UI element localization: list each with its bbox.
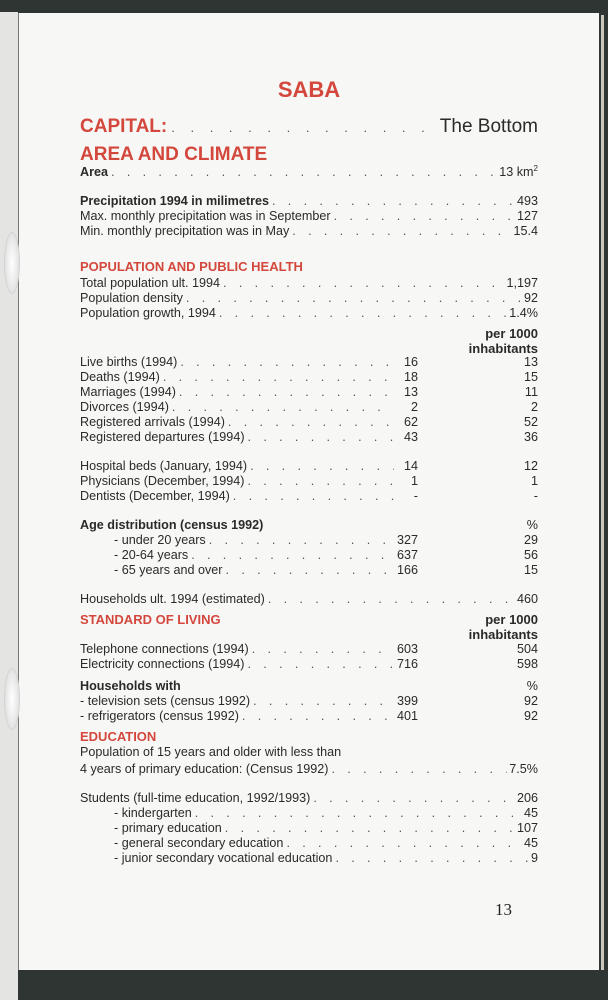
row-per1000: 2 <box>530 400 538 414</box>
living-per1000-header <box>469 612 538 642</box>
per1000-header-line2: inhabitants <box>468 627 538 642</box>
health-row-hospital-beds <box>80 459 538 474</box>
vital-row-departures <box>80 430 538 445</box>
binding-staple-bottom <box>4 668 20 730</box>
row-per1000: 504 <box>516 642 538 656</box>
leader-dots <box>289 224 511 239</box>
leader-dots <box>176 385 394 400</box>
leader-dots <box>183 291 522 306</box>
row-label: Registered arrivals (1994) <box>80 415 225 429</box>
area-label: Area <box>80 165 109 179</box>
row-per1000: 13 <box>523 355 538 369</box>
row-label: Deaths (1994) <box>80 370 160 384</box>
vital-row-arrivals <box>80 415 538 430</box>
row-value: 15.4 <box>513 224 538 238</box>
row-percent: 15 <box>523 563 538 577</box>
row-label: Hospital beds (January, 1994) <box>80 459 248 473</box>
age-row-20-64 <box>80 548 538 563</box>
section-heading-area-climate: AREA AND CLIMATE <box>80 144 268 165</box>
leader-dots <box>250 694 394 709</box>
vital-row-live-births <box>80 355 538 370</box>
row-label: - television sets (census 1992) <box>80 694 251 708</box>
row-count: 637 <box>396 548 418 562</box>
row-label: Live births (1994) <box>80 355 178 369</box>
percent-unit: % <box>526 679 538 693</box>
leader-dots <box>223 563 394 578</box>
leader-dots <box>245 430 394 445</box>
precipitation-row <box>80 194 538 209</box>
row-label: - kindergarten <box>114 806 192 820</box>
area-number: 13 km <box>499 165 534 179</box>
leader-dots <box>188 548 394 563</box>
row-label: - junior secondary vocational education <box>114 851 333 865</box>
vital-row-deaths <box>80 370 538 385</box>
row-value: 107 <box>516 821 538 835</box>
row-label: Dentists (December, 1994) <box>80 489 230 503</box>
min-precip-row <box>80 224 538 239</box>
leader-dots <box>225 415 394 430</box>
binding-staple-top <box>4 232 20 294</box>
previous-page-edge <box>0 12 18 1000</box>
households-row <box>80 592 538 607</box>
row-label: Marriages (1994) <box>80 385 176 399</box>
leader-dots <box>222 821 515 836</box>
students-row <box>80 791 538 806</box>
row-count: 62 <box>403 415 418 429</box>
precipitation-value: 493 <box>516 194 538 208</box>
telephone-row <box>80 642 538 657</box>
row-label: - refrigerators (census 1992) <box>80 709 239 723</box>
row-label: 4 years of primary education: (Census 1992) <box>80 762 329 776</box>
row-value: 9 <box>530 851 538 865</box>
leader-dots <box>332 851 529 866</box>
row-percent: 56 <box>523 548 538 562</box>
households-with-heading: Households with <box>80 679 181 693</box>
leader-dots <box>160 370 394 385</box>
row-count: 716 <box>396 657 418 671</box>
television-row <box>80 694 538 709</box>
row-count: 13 <box>403 385 418 399</box>
capital-value: The Bottom <box>439 116 538 137</box>
per1000-header-line1: per 1000 <box>485 612 538 627</box>
row-value: 460 <box>516 592 538 606</box>
percent-unit: % <box>526 518 538 532</box>
kindergarten-row <box>80 806 538 821</box>
primary-education-row <box>80 821 538 836</box>
general-secondary-row <box>80 836 538 851</box>
page-number: 13 <box>495 900 512 919</box>
population-density-row <box>80 291 538 306</box>
low-education-row <box>80 762 538 777</box>
row-count: 16 <box>403 355 418 369</box>
area-row <box>80 165 538 180</box>
electricity-row <box>80 657 538 672</box>
age-row-65-over <box>80 563 538 578</box>
leader-dots <box>331 209 515 224</box>
row-per1000: - <box>533 489 538 503</box>
age-row-under-20 <box>80 533 538 548</box>
row-value: 206 <box>516 791 538 805</box>
row-label: Electricity connections (1994) <box>80 657 245 671</box>
row-label: Max. monthly precipitation was in September <box>80 209 331 223</box>
row-label: Students (full-time education, 1992/1993) <box>80 791 311 805</box>
health-row-physicians <box>80 474 538 489</box>
row-value: 45 <box>523 806 538 820</box>
row-label: - 65 years and over <box>114 563 223 577</box>
age-distribution-heading-row <box>80 518 538 533</box>
row-value: 1,197 <box>506 276 538 290</box>
row-per1000: 598 <box>516 657 538 671</box>
leader-dots <box>239 709 394 724</box>
row-label: - 20-64 years <box>114 548 189 562</box>
row-label: Population growth, 1994 <box>80 306 216 320</box>
leader-dots <box>230 489 394 504</box>
row-percent: 92 <box>523 709 538 723</box>
row-count: 166 <box>396 563 418 577</box>
row-count: 603 <box>396 642 418 656</box>
row-value: 7.5% <box>509 762 538 776</box>
row-label: Physicians (December, 1994) <box>80 474 245 488</box>
leader-dots <box>206 533 394 548</box>
leader-dots <box>265 592 515 607</box>
vital-row-divorces <box>80 400 538 415</box>
row-count: - <box>413 489 418 503</box>
max-precip-row <box>80 209 538 224</box>
leader-dots <box>167 120 440 135</box>
area-unit-superscript: 2 <box>533 163 538 173</box>
row-per1000: 11 <box>524 385 538 399</box>
row-per1000: 12 <box>523 459 538 473</box>
row-value: 127 <box>516 209 538 223</box>
leader-dots <box>192 806 522 821</box>
age-distribution-heading: Age distribution (census 1992) <box>80 518 264 532</box>
row-count: 327 <box>396 533 418 547</box>
leader-dots <box>169 400 394 415</box>
row-label: - general secondary education <box>114 836 284 850</box>
row-count: 1 <box>410 474 418 488</box>
per1000-header-line1: per 1000 <box>485 326 538 341</box>
capital-label: CAPITAL: <box>80 116 168 137</box>
page-title: SABA <box>277 77 341 102</box>
row-count: 399 <box>396 694 418 708</box>
row-value: 1.4% <box>509 306 538 320</box>
leader-dots <box>269 194 515 209</box>
junior-vocational-row <box>80 851 538 866</box>
row-count: 401 <box>396 709 418 723</box>
page-edge-shadow <box>601 15 604 970</box>
area-value <box>497 165 538 180</box>
leader-dots <box>249 642 394 657</box>
row-value: 45 <box>523 836 538 850</box>
row-per1000: 52 <box>523 415 538 429</box>
row-per1000: 1 <box>530 474 538 488</box>
low-education-line1: Population of 15 years and older with less than <box>80 745 342 759</box>
section-heading-population: POPULATION AND PUBLIC HEALTH <box>80 259 303 274</box>
section-heading-standard-of-living: STANDARD OF LIVING <box>80 612 221 627</box>
row-label: Telephone connections (1994) <box>80 642 249 656</box>
per1000-header <box>469 326 538 356</box>
row-percent: 92 <box>523 694 538 708</box>
row-count: 43 <box>403 430 418 444</box>
row-label: Min. monthly precipitation was in May <box>80 224 290 238</box>
row-value: 92 <box>523 291 538 305</box>
row-label: Divorces (1994) <box>80 400 169 414</box>
leader-dots <box>310 791 515 806</box>
row-label: Registered departures (1994) <box>80 430 245 444</box>
row-per1000: 15 <box>523 370 538 384</box>
leader-dots <box>220 276 504 291</box>
leader-dots <box>247 459 394 474</box>
per1000-header-line2: inhabitants <box>468 341 538 356</box>
leader-dots <box>245 657 395 672</box>
row-per1000: 36 <box>523 430 538 444</box>
precipitation-label: Precipitation 1994 in milimetres <box>80 194 269 208</box>
leader-dots <box>216 306 507 321</box>
row-percent: 29 <box>523 533 538 547</box>
vital-row-marriages <box>80 385 538 400</box>
leader-dots <box>108 165 497 180</box>
row-count: 18 <box>403 370 418 384</box>
refrigerators-row <box>80 709 538 724</box>
leader-dots <box>329 762 508 777</box>
population-growth-row <box>80 306 538 321</box>
row-label: - primary education <box>114 821 222 835</box>
leader-dots <box>283 836 522 851</box>
row-label: - under 20 years <box>114 533 206 547</box>
row-count: 2 <box>410 400 418 414</box>
row-count: 14 <box>403 459 418 473</box>
leader-dots <box>245 474 395 489</box>
capital-row <box>80 116 538 138</box>
households-with-heading-row <box>80 679 538 694</box>
total-population-row <box>80 276 538 291</box>
row-label: Population density <box>80 291 183 305</box>
section-heading-education: EDUCATION <box>80 729 157 744</box>
row-label: Households ult. 1994 (estimated) <box>80 592 265 606</box>
health-row-dentists <box>80 489 538 504</box>
row-label: Total population ult. 1994 <box>80 276 221 290</box>
leader-dots <box>177 355 394 370</box>
